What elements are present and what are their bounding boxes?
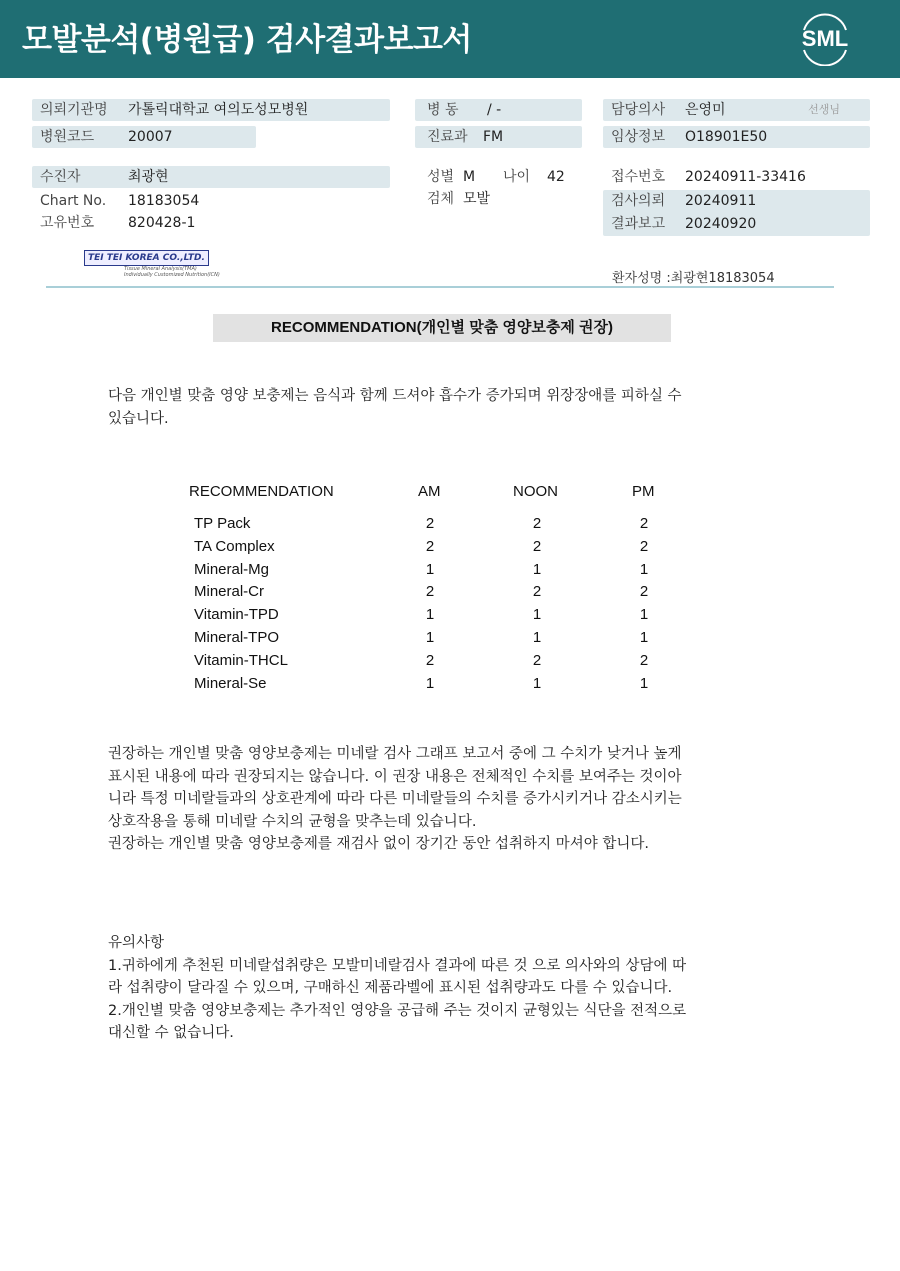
- sex-value: M: [463, 169, 476, 185]
- intro-text: 다음 개인별 맞춤 영양 보충제는 음식과 함께 드셔야 흡수가 증가되며 위장장애를 피하실 수 있습니다.: [108, 388, 682, 427]
- result-report-value: 20240920: [685, 216, 757, 232]
- row-name: TP Pack: [194, 515, 251, 532]
- clinical-info-label: 임상정보: [611, 129, 666, 145]
- report-header: [0, 0, 900, 78]
- row-am: 2: [425, 583, 435, 601]
- ward-field: [415, 99, 582, 121]
- age-value: 42: [547, 169, 565, 185]
- row-noon: 2: [532, 515, 542, 532]
- row-noon: 1: [532, 560, 542, 578]
- row-name: Vitamin-THCL: [194, 651, 288, 669]
- tei-badge: TEI TEI KOREA CO.,LTD.: [84, 250, 209, 266]
- row-am: 1: [425, 629, 435, 646]
- report-title: 모발분석(병원급) 검사결과보고서: [22, 22, 472, 58]
- chart-no-label: Chart No.: [40, 193, 107, 209]
- dates-field: [603, 190, 870, 236]
- unique-no-label: 고유번호: [40, 215, 95, 231]
- result-report-label: 결과보고: [611, 216, 666, 232]
- patient-name-line: 환자성명 :최광현18183054: [612, 271, 775, 286]
- doctor-value: 은영미: [685, 102, 726, 118]
- chart-no-field: [32, 190, 390, 212]
- ward-label: 병 동: [427, 102, 459, 118]
- explanation-text: 권장하는 개인별 맞춤 영양보충제는 미네랄 검사 그래프 보고서 중에 그 수치가 낮거나 높게 표시된 내용에 따라 권장되지는 않습니다. 이 권장 내용은 전체적인 수치를 보여주는 것이아 니라 특정 미네랄들과의 상호관계에 따라 다른 미네랄들의 수치를 증가시키거나 감소시키는 상호작용을 통해 미네랄 수치의 균형을 맞추는데 있습니다. 권장하는 개인별 맞춤 영양보충제를 재검사 없이 장기간 동안 섭취하지 마셔야 합니다.: [108, 746, 682, 852]
- row-pm: 1: [639, 674, 649, 692]
- row-pm: 2: [639, 583, 649, 601]
- row-noon: 2: [532, 651, 542, 669]
- institution-field: [32, 99, 390, 121]
- hospital-code-value: 20007: [128, 129, 173, 145]
- sex-label: 성별: [427, 169, 455, 185]
- ward-value: / -: [487, 102, 502, 118]
- institution-label: 의뢰기관명: [40, 102, 108, 118]
- row-noon: 1: [532, 606, 542, 624]
- hospital-code-field: [32, 126, 256, 148]
- specimen-label: 검체: [427, 191, 455, 207]
- row-name: Mineral-Mg: [194, 560, 270, 578]
- logo-text: SML: [801, 26, 849, 51]
- receipt-no-value: 20240911-33416: [685, 169, 806, 185]
- clinical-info-value: O18901E50: [685, 129, 768, 145]
- sml-logo-icon: [796, 12, 854, 66]
- row-pm: 2: [639, 515, 649, 532]
- row-am: 1: [425, 674, 435, 692]
- doctor-field: [603, 99, 870, 121]
- age-label: 나이: [503, 169, 531, 185]
- hospital-code-label: 병원코드: [40, 129, 95, 145]
- recommendation-title: RECOMMENDATION(개인별 맞춤 영양보충제 권장): [213, 314, 671, 342]
- row-am: 2: [425, 537, 435, 555]
- receipt-no-label: 접수번호: [611, 169, 666, 185]
- department-label: 진료과: [427, 129, 468, 145]
- test-request-value: 20240911: [685, 193, 757, 209]
- department-value: FM: [483, 129, 504, 145]
- row-pm: 2: [639, 651, 649, 669]
- unique-no-field: [32, 212, 390, 234]
- row-noon: 1: [532, 629, 542, 646]
- row-am: 2: [425, 515, 435, 532]
- unique-no-value: 820428-1: [128, 215, 196, 231]
- row-am: 1: [425, 560, 435, 578]
- row-noon: 2: [532, 537, 542, 555]
- divider: [46, 286, 834, 288]
- patient-value: 최광현: [128, 169, 169, 185]
- header-am: AM: [418, 483, 441, 500]
- row-name: TA Complex: [194, 537, 275, 555]
- notes-text: 유의사항 1.귀하에게 추천된 미네랄섭취량은 모발미네랄검사 결과에 따른 것 으로 의사와의 상담에 따 라 섭취량이 달라질 수 있으며, 구매하신 제품라벨에 표시된 섭취량과도 다를 수 있습니다. 2.개인별 맞춤 영양보충제는 추가적인 영양을 공급해 주는 것이지 균형있는 식단을 전적으로 대신할 수 없습니다.: [108, 935, 687, 1041]
- row-pm: 2: [639, 537, 649, 555]
- row-name: Mineral-Cr: [194, 583, 265, 601]
- patient-field: [32, 166, 390, 188]
- row-noon: 2: [532, 583, 542, 601]
- sex-age-field: [415, 166, 585, 188]
- row-am: 1: [425, 606, 435, 624]
- institution-value: 가톨릭대학교 여의도성모병원: [128, 102, 309, 118]
- row-name: Vitamin-TPD: [194, 606, 279, 624]
- row-name: Mineral-TPO: [194, 629, 280, 646]
- header-noon: NOON: [513, 483, 558, 500]
- doctor-suffix: 선생님: [808, 103, 840, 116]
- specimen-value: 모발: [463, 191, 491, 207]
- tei-logo: [84, 250, 220, 280]
- tei-sub-line-1: Tissue Mineral Analysis(TMA): [124, 266, 197, 272]
- receipt-no-field: [603, 166, 870, 188]
- row-noon: 1: [532, 674, 542, 692]
- row-am: 2: [425, 651, 435, 669]
- patient-label: 수진자: [40, 169, 81, 185]
- chart-no-value: 18183054: [128, 193, 200, 209]
- row-name: Mineral-Se: [194, 674, 267, 692]
- specimen-field: [415, 188, 585, 210]
- tei-sub-line-2: Individually Customized Nutrition(ICN): [124, 272, 220, 278]
- clinical-info-field: [603, 126, 870, 148]
- department-field: [415, 126, 582, 148]
- row-pm: 1: [639, 560, 649, 578]
- header-pm: PM: [632, 483, 655, 500]
- test-request-label: 검사의뢰: [611, 193, 666, 209]
- row-pm: 1: [639, 629, 649, 646]
- row-pm: 1: [639, 606, 649, 624]
- doctor-label: 담당의사: [611, 102, 666, 118]
- header-recommendation: RECOMMENDATION: [189, 483, 334, 500]
